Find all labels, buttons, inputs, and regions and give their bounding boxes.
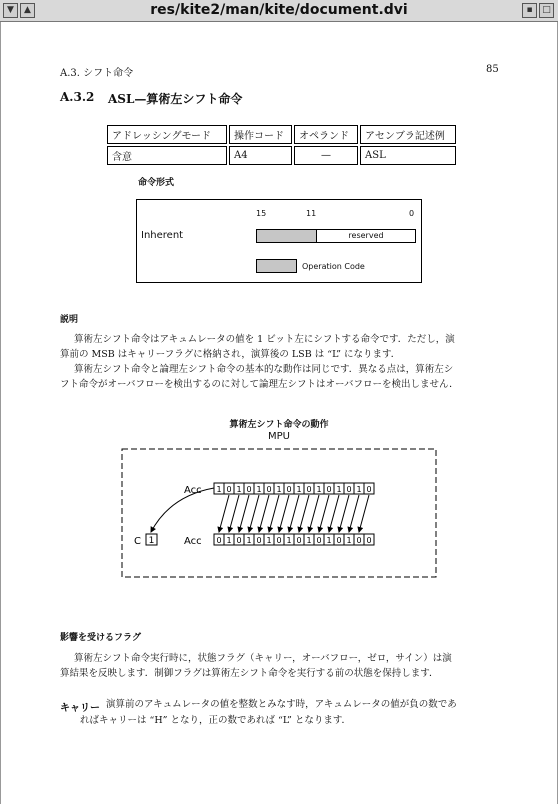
shift-arrow (279, 495, 289, 532)
bit-value: 1 (286, 536, 292, 545)
bit-value: 1 (356, 485, 362, 494)
page-number: 85 (486, 64, 499, 75)
bit-label-11: 11 (306, 209, 317, 218)
table-header-cell: オペランド (294, 125, 358, 144)
carry-label: C (134, 536, 141, 547)
table-row (107, 146, 456, 165)
window-menu-button[interactable]: ▼ (3, 3, 18, 18)
bit-value: 1 (216, 485, 222, 494)
table-cell: A4 (229, 146, 292, 165)
bit-value: 0 (246, 485, 252, 494)
bit-value: 1 (316, 485, 322, 494)
acc-label-bottom: Acc (184, 536, 202, 547)
bit-value: 1 (226, 536, 232, 545)
shift-arrow (349, 495, 359, 532)
format-heading: 命令形式 (138, 178, 175, 188)
bit-value: 1 (346, 536, 352, 545)
mpu-dashed-box (122, 449, 436, 577)
running-head: A.3. シフト命令 (60, 68, 134, 79)
bit-value: 0 (326, 485, 332, 494)
bit-value: 1 (306, 536, 312, 545)
shift-arrow (319, 495, 329, 532)
window-title: res/kite2/man/kite/document.dvi (150, 2, 408, 18)
shift-arrow (299, 495, 309, 532)
section-number: A.3.2 (60, 90, 95, 104)
shift-arrow (329, 495, 339, 532)
description-line: 算術左シフト命令と論理左シフト命令の基本的な動作は同じです．異なる点は，算術左シ (74, 364, 454, 375)
bit-value: 0 (236, 536, 242, 545)
table-cell: 含意 (107, 146, 227, 165)
flags-heading: 影響を受けるフラグ (60, 633, 142, 643)
shift-arrow (309, 495, 319, 532)
shift-arrow (229, 495, 239, 532)
shift-arrow (339, 495, 349, 532)
shift-arrow (249, 495, 259, 532)
acc-before-register (214, 483, 374, 494)
carry-value: 1 (148, 536, 155, 546)
flags-line: 算術左シフト命令実行時に，状態フラグ（キャリー，オーバフロー，ゼロ，サイン）は演 (74, 653, 452, 664)
description-line: 算術左シフト命令はアキュムレータの値を 1 ビット左にシフトする命令です．ただし，演 (74, 334, 455, 345)
shift-arrows (219, 495, 369, 532)
bit-value: 0 (306, 485, 312, 494)
shift-arrow (269, 495, 279, 532)
bit-value: 0 (226, 485, 232, 494)
section-title: ASL—算術左シフト命令 (108, 92, 243, 106)
bit-value: 0 (256, 536, 262, 545)
bit-value: 1 (326, 536, 332, 545)
bit-value: 1 (266, 536, 272, 545)
bit-value: 0 (276, 536, 282, 545)
carry-term: キャリー (60, 703, 100, 714)
window-shade-button[interactable]: ▲ (20, 3, 35, 18)
acc-label-top: Acc (184, 485, 202, 496)
shift-arrow (259, 495, 269, 532)
carry-desc-line: ればキャリーは “H” となり，正の数であれば “L” となります． (80, 715, 352, 726)
bit-value: 0 (296, 536, 302, 545)
acc-after-register (214, 534, 374, 545)
description-line: フト命令がオーバフローを検出するのに対して論理左シフトはオーバフローを検出しません． (60, 379, 459, 390)
bit-value: 0 (316, 536, 322, 545)
bit-value: 0 (336, 536, 342, 545)
mpu-label: MPU (268, 431, 290, 442)
bit-value: 1 (336, 485, 342, 494)
bit-value: 0 (286, 485, 292, 494)
shift-arrow (289, 495, 299, 532)
reserved-label: reserved (348, 231, 384, 240)
table-header-row (107, 125, 456, 144)
bit-value: 1 (296, 485, 302, 494)
table-cell: ASL (360, 146, 456, 165)
window-titlebar[interactable] (0, 0, 558, 22)
bit-value: 0 (366, 485, 372, 494)
table-header-cell: 操作コード (229, 125, 292, 144)
reserved-field (316, 229, 416, 243)
diagram-title: 算術左シフト命令の動作 (229, 420, 329, 430)
bit-value: 1 (236, 485, 242, 494)
carry-desc-line: 演算前のアキュムレータの値を整数とみなす時，アキュムレータの値が負の数であ (106, 699, 457, 710)
format-mode-label: Inherent (141, 230, 184, 241)
description-line: 算前の MSB はキャリーフラグに格納され，演算後の LSB は “L” になります． (60, 349, 401, 360)
opcode-field (256, 229, 317, 243)
shift-arrow (359, 495, 369, 532)
bit-value: 0 (366, 536, 372, 545)
shift-diagram (0, 440, 558, 590)
shift-arrow (239, 495, 249, 532)
bit-label-0: 0 (409, 209, 415, 218)
table-cell: — (294, 146, 358, 165)
bit-value: 0 (216, 536, 222, 545)
window-iconify-button[interactable]: ▪ (522, 3, 537, 18)
table-header-cell: アドレッシングモード (107, 125, 227, 144)
msb-to-carry-arrow (151, 488, 214, 532)
bit-value: 0 (356, 536, 362, 545)
shift-arrow (219, 495, 229, 532)
bit-label-15: 15 (256, 209, 267, 218)
bit-value: 0 (266, 485, 272, 494)
flags-line: 算結果を反映します．制御フラグは算術左シフト命令を実行する前の状態を保持します． (60, 668, 439, 679)
addressing-table (105, 123, 458, 167)
legend-swatch (256, 259, 297, 273)
table-header-cell: アセンブラ記述例 (360, 125, 456, 144)
bit-value: 0 (346, 485, 352, 494)
bit-value: 1 (256, 485, 262, 494)
legend-label: Operation Code (302, 262, 365, 271)
bit-value: 1 (276, 485, 282, 494)
bit-value: 1 (246, 536, 252, 545)
description-heading: 説明 (60, 315, 79, 325)
window-maximize-button[interactable]: □ (539, 3, 554, 18)
